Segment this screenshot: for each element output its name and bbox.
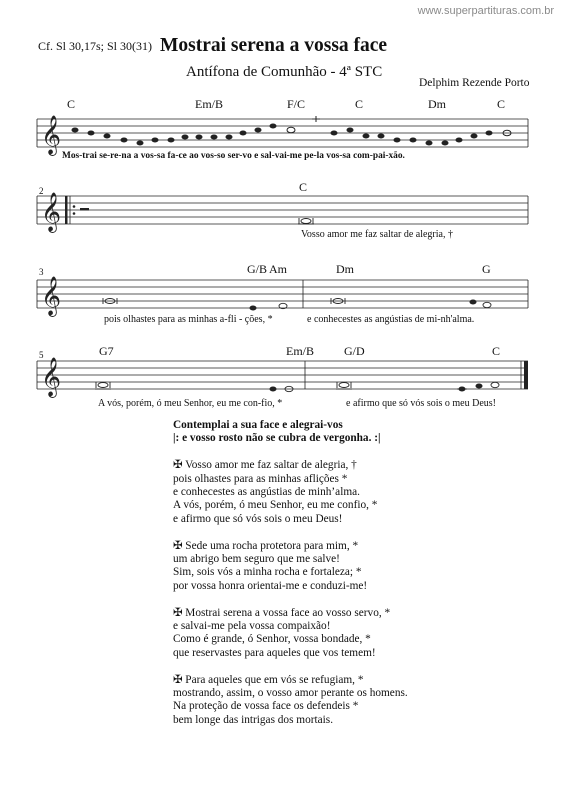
chord-symbol: Em/B — [286, 344, 315, 358]
refrain-stanza — [173, 419, 433, 446]
chord-symbol: Am — [269, 262, 287, 276]
chord-symbol: C — [355, 97, 364, 111]
refrain-line: Contemplai a sua face e alegrai-vos — [173, 419, 343, 431]
chord-symbol: C — [299, 180, 308, 194]
chord-symbol: G/B — [247, 262, 268, 276]
site-watermark: www.superpartituras.com.br — [417, 5, 554, 17]
verse-line: e salvai-me pela vossa compaixão! — [173, 620, 331, 633]
verse-stanza — [173, 540, 433, 594]
lyrics-line: A vós, porém, ó meu Senhor, eu me con-fio, * — [98, 398, 283, 409]
lyrics-line: e afirmo que só vós sois o meu Deus! — [346, 398, 496, 409]
chord-symbol: F/C — [287, 97, 306, 111]
verse-line: por vossa honra orientai-me e conduzi-me! — [173, 579, 368, 592]
verse-line: ✠ Para aqueles que em vós se refugiam, * — [173, 673, 364, 686]
chord-symbol: C — [67, 97, 76, 111]
chord-symbol: Em/B — [195, 97, 224, 111]
refrain-line: |: e vosso rosto não se cubra de vergonha. :| — [173, 432, 381, 445]
chord-symbol: G — [482, 262, 491, 276]
lyrics-line: e conhecestes as angústias de mi-nh'alma. — [307, 314, 475, 325]
measure-number: 2 — [39, 186, 44, 196]
chord-symbol: C — [497, 97, 506, 111]
svg-text:𝄞: 𝄞 — [41, 276, 62, 316]
verse-line: ✠ Sede uma rocha protetora para mim, * — [173, 539, 359, 552]
verse-stanza — [173, 459, 433, 526]
verse-line: A vós, porém, ó meu Senhor, eu me confio, * — [173, 499, 378, 512]
verse-line: ✠ Mostrai serena a vossa face ao vosso servo, * — [173, 606, 391, 619]
verses-text — [173, 419, 433, 741]
chord-symbol: Dm — [428, 97, 446, 111]
chord-symbol: G/D — [344, 344, 365, 358]
verse-line: e conhecestes as angústias de minh’alma. — [173, 486, 360, 499]
verse-line: e afirmo que só vós sois o meu Deus! — [173, 512, 343, 525]
verse-line: Sim, sois vós a minha rocha e fortaleza; * — [173, 566, 362, 579]
verse-line: bem longe das intrigas dos mortais. — [173, 713, 334, 726]
chord-symbol: C — [492, 344, 501, 358]
page-subtitle: Antífona de Comunhão - 4ª STC — [186, 64, 383, 80]
lyrics-line: pois olhastes para as minhas a-fli - ções, * — [104, 314, 273, 325]
composer-name: Delphim Rezende Porto — [419, 77, 530, 89]
verse-line: mostrando, assim, o vosso amor perante os homens. — [173, 687, 408, 700]
verse-line: que reservastes para aqueles que vos temem! — [173, 646, 376, 659]
measure-number: 5 — [39, 350, 44, 360]
svg-text:𝄞: 𝄞 — [41, 357, 62, 397]
page-title: Mostrai serena a vossa face — [160, 35, 388, 56]
svg-text:𝄞: 𝄞 — [41, 115, 62, 155]
lyrics-line: Vosso amor me faz saltar de alegria, † — [301, 229, 453, 240]
svg-text:𝄞: 𝄞 — [41, 192, 62, 232]
verse-line: Na proteção de vossa face os defendeis * — [173, 700, 359, 713]
verse-line: ✠ Vosso amor me faz saltar de alegria, † — [173, 459, 357, 472]
verse-line: pois olhastes para as minhas aflições * — [173, 472, 348, 485]
measure-number: 3 — [39, 267, 44, 277]
psalm-reference: Cf. Sl 30,17s; Sl 30(31) — [38, 39, 153, 53]
lyrics-line: Mos-trai se-re-na a vos-sa fa-ce ao vos-so ser-vo e sal-vai-me pe-la vos-sa com-pai-xão. — [62, 151, 405, 161]
verse-line: Como é grande, ó Senhor, vossa bondade, * — [173, 633, 371, 646]
chord-symbol: G7 — [99, 344, 114, 358]
verse-stanza — [173, 674, 433, 728]
chord-symbol: Dm — [336, 262, 354, 276]
verse-line: um abrigo bem seguro que me salve! — [173, 553, 340, 566]
verse-stanza — [173, 607, 433, 661]
